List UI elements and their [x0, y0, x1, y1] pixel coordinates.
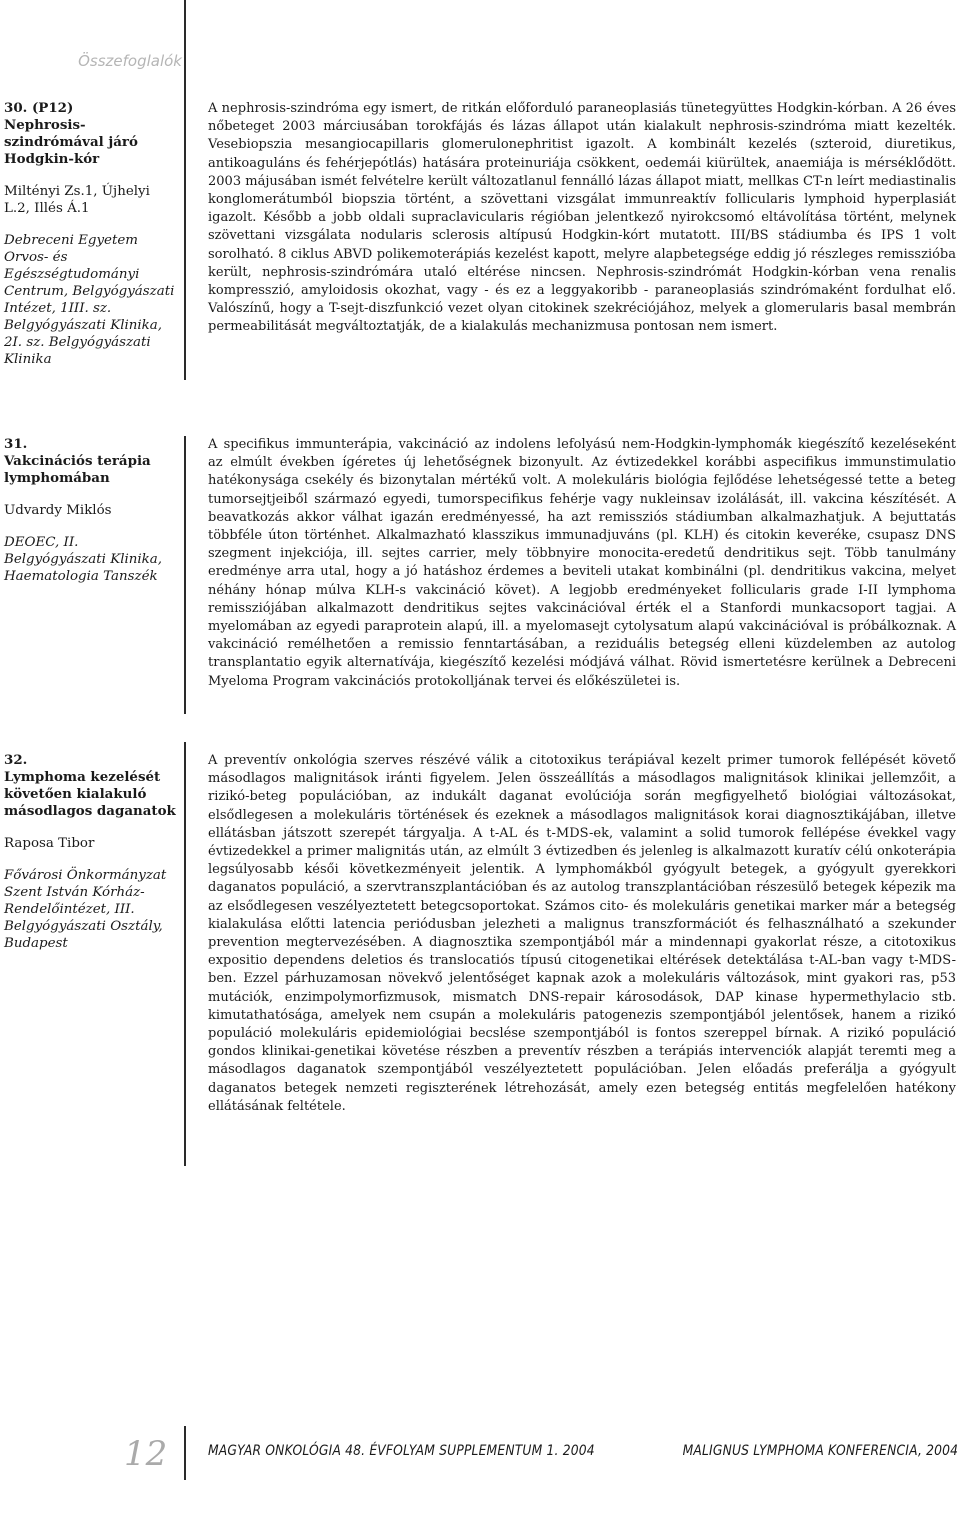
abstract-body: A preventív onkológia szerves részévé válik a citotoxikus terápiával kezelt primer tumorok fellépését követő másodlagos malignitások iránti figyelem. Jelen összeállítás a másodlagos malignitások klinikai jellemzőit, a rizikó-beteg populációban, az indukált daganat evolúciója során megfigyelhető biológiai változásokat, elsődlegesen a molekuláris történések és ezeknek a másodlagos malignitások korai diagnosztikájában, illetve ellátásban játszott szerepét tárgyalja. A t-AL és t-MDS-ek, valamint a solid tumorok fellépése évekkel vagy évtizedekkel a primer malignitás után, az elmúlt 3 évtizedben és jelenleg is alkalmazott kuratív célú onkoterápia legsúlyosabb késői következményeit jelentik. A lymphomákból gyógyult betegek, a gyógyult gyerekkori daganatos populáció, a szervtranszplantációban és az autolog transzplantációban részesülő betegek képezik ma az elsődlegesen veszélyeztetett betegcsoportokat. Számos cito- és molekuláris genetikai marker már a betegség kialakulása előtti latencia periódusban jelezheti a malignus transzformációt és felhasználható a szekunder prevention megtervezésében. A diagnosztika szempontjából már a mindennapi gyakorlat része, a citotoxikus expositio dependens deletios és translocatiós típusú citogenetikai eltérések detektálása t-AL-ban vagy t-MDS-ben. Ezzel párhuzamosan növekvő jelentőséget kapnak azok a molekuláris változások, mint gyakori ras, p53 mutációk, enzimpolymorfizmusok, mismatch DNS-repair károsodások, DAP kinase hypermethylacio stb. kimutathatósága, amelyek nem csupán a molekuláris patogenezis szempontjából jelentősek, hanem a rizikó populáció molekuláris epidemiológiai becslése szempontjából is fontos szereppel bírnak. A rizikó populáció gondos klinikai-genetikai követése részben a preventív részben a terápiás intervenciók alapját teremti meg a másodlagos daganatok szempontjából veszélyeztetett populációban. Jelen előadás preferálja a gyógyult daganatos betegek nemzeti regiszterének létrehozását, amely ezen betegség entitás megfelelően hatékony ellátásának feltétele.	[208, 753, 956, 1114]
abstract-body: A specifikus immunterápia, vakcináció az indolens lefolyású nem-Hodgkin-lymphomák kiegészítő kezeléseként az elmúlt években ígéretes új lehetőségnek bizonyult. Az évtizedekkel korábbi aspecifikus immunstimulatio hatékonysága csekély és bizonytalan mértékű volt. A molekuláris biológia fejlődése lehetségessé tette a beteg tumorsejtjeiből származó egyedi, tumorspecifikus fehérje vagy nukleinsav izolálását, ill. vakcina készítését. A beavatkozás akkor válhat igazán eredményessé, ha azt remissziós stádiumban alkalmazhatjuk. A bejuttatás többféle úton történhet. Alkalmazható klasszikus immunadjuváns (pl. KLH) és citokin keveréke, csupasz DNS szegment injekciója, ill. sejtes carrier, mely többnyire monocita-eredetű dendritikus sejt. Több tanulmány eredménye arra utal, hogy a jó hatáshoz érdemes a beviteli utakat kombinálni (pl. dendritikus vakcina, melyet néhány hónap múlva KLH-s vakcináció követ). A legjobb eredményeket follicularis grade I-II lymphoma remissziójában alkalmazott dendritikus sejtes vakcinációval érték el a Stanfordi munkacsoport tagjai. A myelomában az egyedi paraprotein alapú, ill. a myelomasejt cytolysatum alapú vakcinációval is próbálkoznak. A vakcináció remélhetően a remissio fenntartásában, a reziduális betegség elleni küzdelemben az autolog transplantatio egyik alternatívája, kiegészítő kezelési módjává válhat. Rövid ismertetésre kerülnek a Debreceni Myeloma Program vakcinációs protokolljának tervei és előkészületei is.	[208, 437, 956, 689]
page-number: 12	[124, 1434, 168, 1474]
abstract-authors: Udvardy Miklós	[4, 503, 112, 518]
column-divider	[184, 0, 186, 380]
abstract-title: Lymphoma kezelését követően kialakuló másodlagos daganatok	[4, 769, 176, 819]
footer-divider	[184, 1426, 186, 1480]
journal-title: MAGYAR ONKOLÓGIA 48. ÉVFOLYAM SUPPLEMENTUM 1. 2004	[208, 1443, 595, 1459]
column-divider	[184, 436, 186, 714]
abstract-number: 30. (P12)	[4, 100, 74, 116]
abstract-number: 32.	[4, 752, 28, 768]
abstract-title: Nephrosis-szindrómával járó Hodgkin-kór	[4, 117, 138, 167]
abstract-sidebar	[4, 100, 176, 368]
abstract-authors: Raposa Tibor	[4, 836, 95, 851]
column-divider	[184, 742, 186, 1166]
page-footer	[0, 1426, 960, 1480]
abstract-affiliation: Fővárosi Önkormányzat Szent István Kórház-Rendelőintézet, III. Belgyógyászati Osztály, Budapest	[4, 868, 167, 951]
abstract-sidebar	[4, 436, 176, 585]
section-header: Összefoglalók	[78, 52, 182, 70]
conference-title: MALIGNUS LYMPHOMA KONFERENCIA, 2004	[682, 1443, 958, 1459]
abstract-sidebar	[4, 752, 176, 952]
abstract-title: Vakcinációs terápia lymphomában	[4, 453, 151, 486]
abstract-affiliation: Debreceni Egyetem Orvos- és Egészségtudományi Centrum, Belgyógyászati Intézet, 1III. sz. Belgyógyászati Klinika, 2I. sz. Belgyógyászati Klinika	[4, 233, 175, 367]
abstract-number: 31.	[4, 436, 28, 452]
abstract-authors: Miltényi Zs.1, Újhelyi L.2, Illés Á.1	[4, 184, 150, 216]
abstract-body: A nephrosis-szindróma egy ismert, de ritkán előforduló paraneoplasiás tünetegyüttes Hodgkin-kórban. A 26 éves nőbeteget 2003 márciusában torokfájás és lázas állapot után kialakult nephrosis-szindróma miatt kezelték. Vesebiopszia mesangiocapillaris glomerulonephritist igazolt. A kombinált kezelés (szteroid, diuretikus, antikoaguláns és fehérjepótlás) hatására proteinuriája csökkent, oedemái kiürültek, anaemiája is mérséklődött. 2003 májusában ismét felvételre került változatlanul fennálló lázas állapot miatt, mellkas CT-n leírt mediastinalis konglomerátumból biopszia történt, a szövettani vizsgálat immunreaktív follicularis lymphoid hyperplasiát igazolt. Később a jobb oldali supraclavicularis régióban jelentkező nyirokcsomó eltávolítása történt, melynek szövettani vizsgálata nodularis sclerosis altípusú Hodgkin-kórt mutatott. III/BS stádiumba és IPS 1 volt sorolható. 8 ciklus ABVD polikemoterápiás kezelést kapott, melyre alapbetegsége eddig jó részleges remisszióba került, nephrosis-szindrómára utaló eltérése nincsen. Nephrosis-szindrómát Hodgkin-kórban vena renalis kompresszió, amyloidosis okozhat, vagy - és ez a leggyakoribb - paraneoplasiás szindrómaként fordulhat elő. Valószínű, hogy a T-sejt-diszfunkció vezet olyan citokinek szekréciójához, melyek a glomerularis basal membrán permeabilitását megváltoztatják, de a kialakulás mechanizmusa pontosan nem ismert.	[208, 101, 956, 335]
abstract-affiliation: DEOEC, II. Belgyógyászati Klinika, Haematologia Tanszék	[4, 535, 163, 584]
